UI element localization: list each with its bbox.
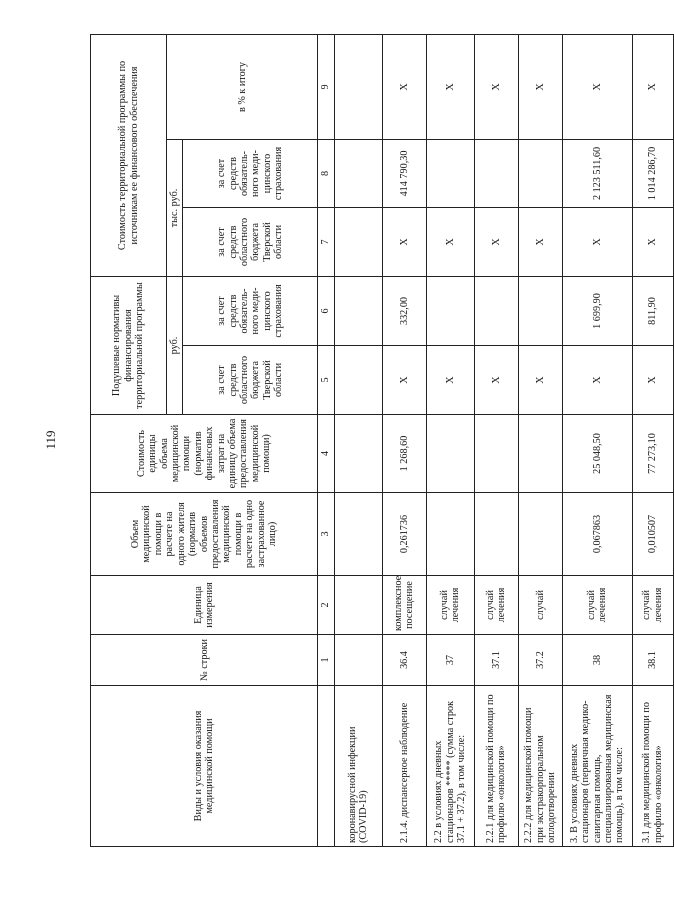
cell-cost-oms [334, 139, 382, 207]
cell-cost-oms [426, 139, 474, 207]
cell-cost-budget: Х [382, 207, 426, 276]
cell-volume [426, 493, 474, 576]
header-row-no: № строки [91, 635, 318, 686]
column-number: 2 [318, 576, 334, 635]
column-numbers-row [318, 34, 334, 846]
cell-cost-oms: 414 790,30 [382, 139, 426, 207]
cell-row-no: 37.1 [474, 635, 518, 686]
table-row [518, 34, 562, 846]
header-volume: Объем медицинской помощи в расчете на одного жителя (норматив объемов предоставления медицинской помощи в расчете на одно застрахованное лицо) [91, 493, 318, 576]
cell-norm-budget: Х [562, 346, 632, 415]
cell-norm-budget: Х [632, 346, 673, 415]
cell-cost-oms: 1 014 286,70 [632, 139, 673, 207]
cell-percent: Х [562, 34, 632, 139]
header-kind: Виды и условия оказания медицинской помощи [91, 686, 318, 847]
cell-cost-oms: 2 123 511,60 [562, 139, 632, 207]
cell-cost-budget: Х [474, 207, 518, 276]
cell-volume [334, 493, 382, 576]
header-cost-unit-label: тыс. руб. [167, 139, 183, 276]
cell-cost-budget: Х [426, 207, 474, 276]
table-row [426, 34, 474, 846]
cell-percent: Х [518, 34, 562, 139]
cell-kind: 2.2.2 для медицинской помощи при экстракорпоральном оплодотворении [518, 686, 562, 847]
cell-cost-unit [426, 415, 474, 493]
column-number: 7 [318, 207, 334, 276]
cell-kind: 2.2.1 для медицинской помощи по профилю «онкология» [474, 686, 518, 847]
cell-norm-oms: 332,00 [382, 276, 426, 345]
column-number: 4 [318, 415, 334, 493]
cell-row-no: 36.4 [382, 635, 426, 686]
cell-percent: Х [426, 34, 474, 139]
cell-cost-unit: 77 273,10 [632, 415, 673, 493]
cell-norm-budget: Х [426, 346, 474, 415]
cell-row-no [334, 635, 382, 686]
cell-norm-oms [474, 276, 518, 345]
cell-unit: случай лечения [474, 576, 518, 635]
cell-cost-unit: 25 048,50 [562, 415, 632, 493]
cell-cost-unit [474, 415, 518, 493]
cell-norm-oms [334, 276, 382, 345]
cell-percent: Х [382, 34, 426, 139]
cell-unit: случай [518, 576, 562, 635]
cell-norm-budget: Х [474, 346, 518, 415]
cell-percent: Х [474, 34, 518, 139]
cell-unit [334, 576, 382, 635]
cell-norm-oms [518, 276, 562, 345]
cell-volume: 0,067863 [562, 493, 632, 576]
cell-row-no: 37.2 [518, 635, 562, 686]
cell-cost-oms [474, 139, 518, 207]
header-group-norms: Подушевые нормативы финансирования территориальной программы [91, 276, 167, 414]
cell-norm-oms: 811,90 [632, 276, 673, 345]
cell-percent [334, 34, 382, 139]
cell-norm-budget: Х [382, 346, 426, 415]
table-row [334, 34, 382, 846]
column-number: 6 [318, 276, 334, 345]
table-row [562, 34, 632, 846]
header-row-1 [91, 34, 167, 846]
header-unit: Единица измерения [91, 576, 318, 635]
header-norms-unit: руб. [167, 276, 183, 414]
table-row [474, 34, 518, 846]
column-number: 5 [318, 346, 334, 415]
cell-unit: комплексное посещение [382, 576, 426, 635]
header-cost-regional-budget: за счет средств областного бюджета Тверской области [183, 207, 318, 276]
table-row [382, 34, 426, 846]
header-norm-oms: за счет средств обязатель-ного меди-цинского страхования [183, 276, 318, 345]
cell-volume [518, 493, 562, 576]
cell-percent: Х [632, 34, 673, 139]
cell-cost-budget: Х [562, 207, 632, 276]
cell-cost-unit [334, 415, 382, 493]
cell-kind: 3.1 для медицинской помощи по профилю «онкология» [632, 686, 673, 847]
cell-cost-budget [334, 207, 382, 276]
cell-kind: коронавирусной инфекции (COVID-19) [334, 686, 382, 847]
cell-norm-budget: Х [518, 346, 562, 415]
cell-row-no: 38 [562, 635, 632, 686]
table-row [632, 34, 673, 846]
header-group-cost: Стоимость территориальной программы по источникам ее финансового обеспечения [91, 34, 167, 276]
cell-volume: 0,010507 [632, 493, 673, 576]
cell-cost-unit: 1 268,60 [382, 415, 426, 493]
cell-row-no: 37 [426, 635, 474, 686]
funding-table [90, 34, 674, 847]
cell-unit: случай лечения [632, 576, 673, 635]
cell-norm-oms: 1 699,90 [562, 276, 632, 345]
cell-unit: случай лечения [562, 576, 632, 635]
cell-cost-oms [518, 139, 562, 207]
page-number: 119 [43, 430, 58, 450]
column-number-blank [318, 686, 334, 847]
column-number: 3 [318, 493, 334, 576]
cell-row-no: 38.1 [632, 635, 673, 686]
cell-volume [474, 493, 518, 576]
column-number: 8 [318, 139, 334, 207]
cell-norm-oms [426, 276, 474, 345]
cell-kind: 2.1.4. диспансерное наблюдение [382, 686, 426, 847]
header-cost-unit: Стоимость единицы объема медицинской помощи (норматив финансовых затрат на единицу объема предоставления медицинской помощи) [91, 415, 318, 493]
cell-cost-budget: Х [632, 207, 673, 276]
cell-kind: 3. В условиях дневных стационаров (первичная медико-санитарная помощь, специализированная медицинская помощь), в том числе: [562, 686, 632, 847]
cell-cost-budget: Х [518, 207, 562, 276]
header-percent: в % к итогу [167, 34, 318, 139]
header-cost-oms: за счет средств обязатель-ного меди-цинского страхования [183, 139, 318, 207]
header-norm-regional-budget: за счет средств областного бюджета Тверской области [183, 346, 318, 415]
cell-kind: 2.2 в условиях дневных стационаров ***** (сумма строк 37.1 + 37.2), в том числе: [426, 686, 474, 847]
rotated-table-container [90, 35, 664, 847]
cell-cost-unit [518, 415, 562, 493]
cell-norm-budget [334, 346, 382, 415]
column-number: 1 [318, 635, 334, 686]
column-number: 9 [318, 34, 334, 139]
cell-unit: случай лечения [426, 576, 474, 635]
cell-volume: 0,261736 [382, 493, 426, 576]
